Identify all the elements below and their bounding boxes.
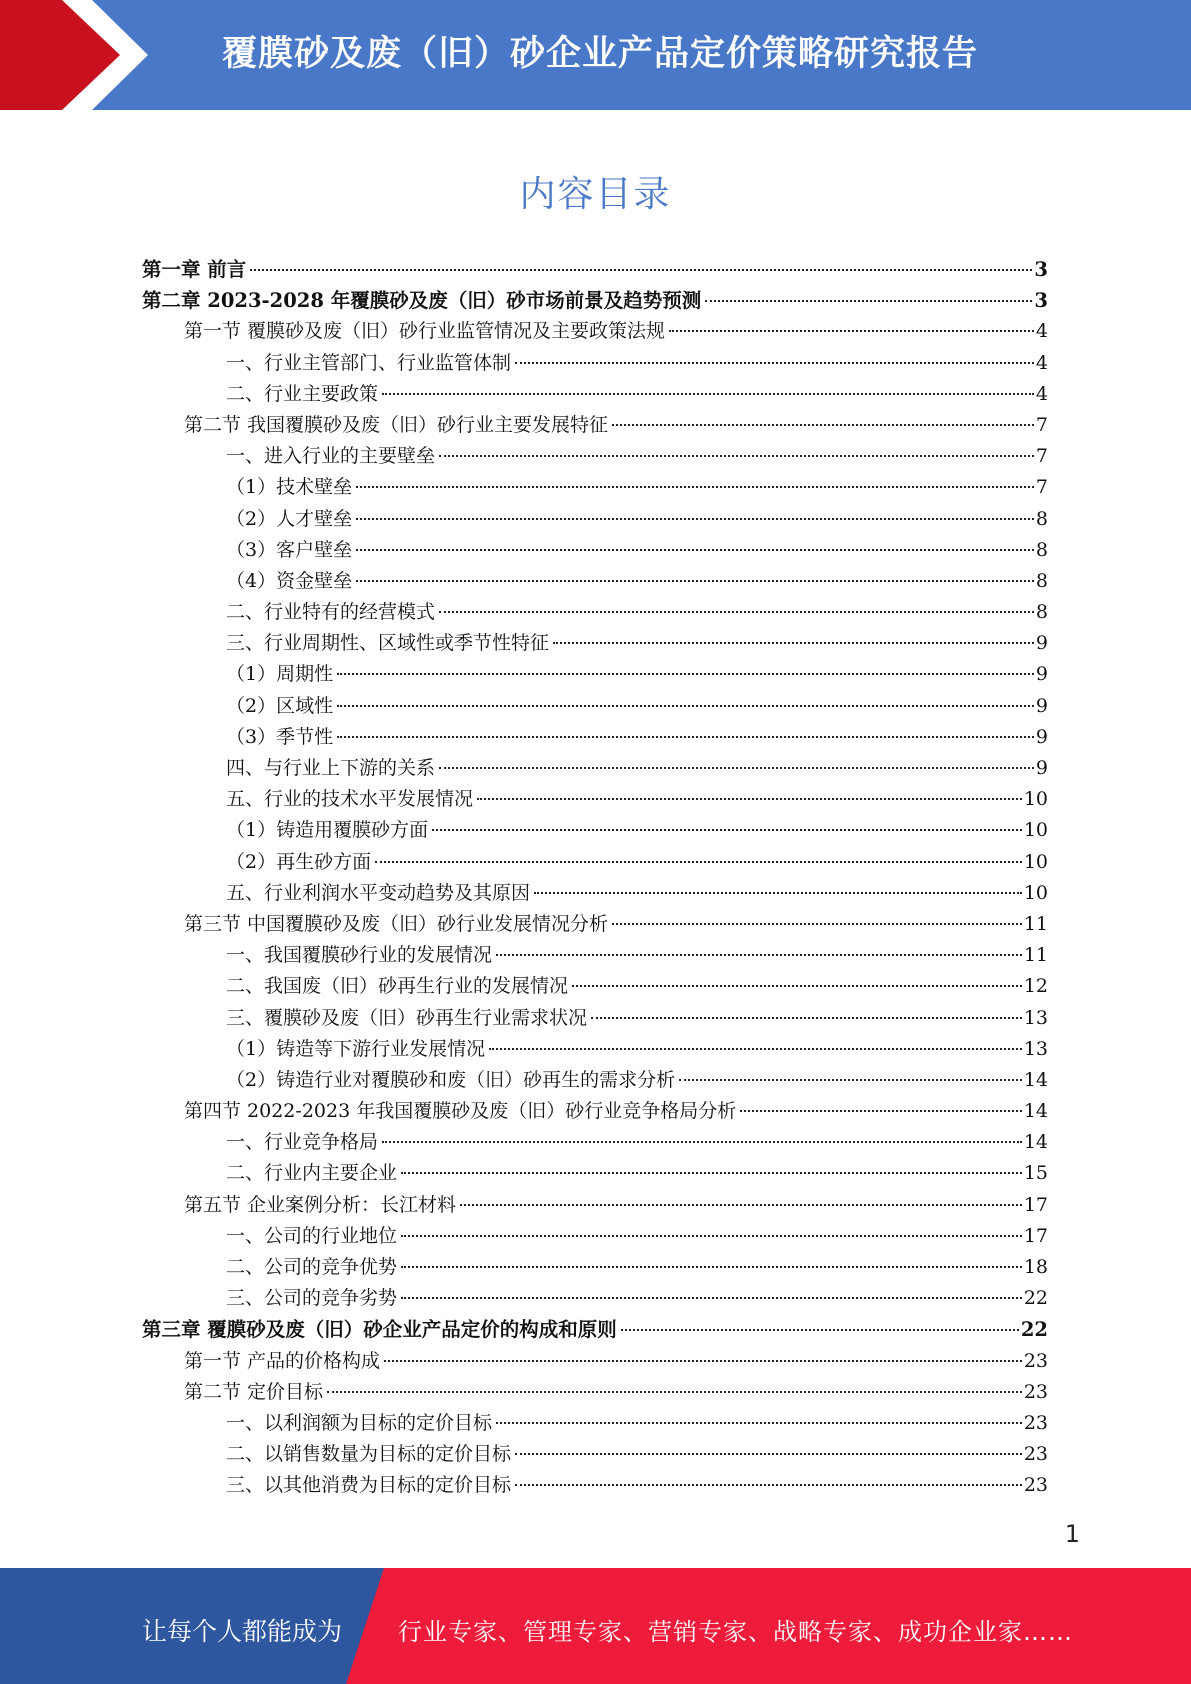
toc-entry-text: 一、公司的行业地位 (226, 1224, 398, 1247)
toc-entry-text: 第四节 2022-2023 年我国覆膜砂及废（旧）砂行业竞争格局分析 (184, 1100, 737, 1123)
toc-entry-page: 9 (1035, 663, 1048, 686)
toc-leader-dots (356, 518, 1034, 520)
toc-title: 内容目录 (519, 174, 672, 215)
toc-entry[interactable] (142, 1470, 1048, 1501)
toc-entry-text: （3）季节性 (226, 725, 334, 748)
toc-leader-dots (401, 1297, 1022, 1299)
toc-entry[interactable] (142, 472, 1048, 503)
toc-leader-dots (591, 1017, 1022, 1019)
toc-leader-dots (375, 861, 1022, 863)
toc-entry-text: 第二节 定价目标 (184, 1380, 324, 1403)
toc-entry[interactable] (142, 316, 1048, 347)
toc-entry[interactable] (142, 379, 1048, 410)
toc-leader-dots (515, 1453, 1022, 1455)
toc-entry-page: 13 (1023, 1037, 1048, 1060)
toc-entry[interactable] (142, 1127, 1048, 1158)
toc-leader-dots (460, 1204, 1022, 1206)
toc-entry-page: 17 (1023, 1224, 1048, 1247)
toc-leader-dots (401, 1266, 1022, 1268)
toc-leader-dots (439, 455, 1034, 457)
toc-entry[interactable] (142, 784, 1048, 815)
toc-entry-page: 13 (1023, 1006, 1048, 1029)
toc-entry-page: 18 (1023, 1256, 1048, 1278)
toc-entry-text: （4）资金壁垒 (226, 569, 353, 592)
toc-entry-text: （2）区域性 (226, 694, 334, 717)
toc-leader-dots (496, 954, 1022, 956)
toc-leader-dots (477, 798, 1022, 800)
toc-entry-page: 8 (1035, 507, 1048, 530)
toc-entry[interactable] (142, 1377, 1048, 1408)
toc-entry-text: 第一章 前言 (142, 258, 247, 281)
toc-entry[interactable] (142, 285, 1048, 316)
toc-leader-dots (612, 424, 1034, 426)
toc-leader-dots (515, 362, 1034, 364)
toc-entry-text: 四、与行业上下游的关系 (226, 757, 436, 779)
toc-leader-dots (572, 985, 1022, 987)
toc-leader-dots (621, 1329, 1019, 1331)
toc-entry[interactable] (142, 504, 1048, 535)
toc-entry[interactable] (142, 815, 1048, 846)
toc-leader-dots (382, 393, 1034, 395)
toc-leader-dots (489, 1048, 1022, 1050)
toc-entry-text: 第五节 企业案例分析：长江材料 (184, 1193, 457, 1216)
toc-entry-page: 10 (1023, 850, 1048, 873)
toc-entry[interactable] (142, 722, 1048, 753)
toc-entry-text: （1）铸造等下游行业发展情况 (226, 1037, 486, 1060)
toc-leader-dots (515, 1484, 1022, 1486)
toc-entry[interactable] (142, 1096, 1048, 1127)
toc-entry-text: 五、行业的技术水平发展情况 (226, 788, 474, 811)
toc-leader-dots (250, 269, 1032, 271)
toc-entry-page: 7 (1035, 413, 1048, 436)
toc-entry[interactable] (142, 1190, 1048, 1221)
toc-entry-text: 三、以其他消费为目标的定价目标 (226, 1474, 512, 1497)
toc-entry[interactable] (142, 971, 1048, 1002)
toc-leader-dots (439, 767, 1034, 769)
toc-entry[interactable] (142, 597, 1048, 628)
toc-entry[interactable] (142, 254, 1048, 285)
toc-entry[interactable] (142, 1065, 1048, 1096)
toc-entry-page: 7 (1035, 445, 1048, 468)
toc-leader-dots (705, 300, 1032, 302)
toc-leader-dots (356, 486, 1034, 488)
toc-entry-text: 第三节 中国覆膜砂及废（旧）砂行业发展情况分析 (184, 912, 609, 935)
toc-leader-dots (740, 1110, 1022, 1112)
toc-entry-page: 8 (1035, 569, 1048, 592)
toc-entry[interactable] (142, 1439, 1048, 1470)
toc-entry[interactable] (142, 1408, 1048, 1439)
toc-entry-page: 10 (1023, 788, 1048, 811)
toc-entry-page: 4 (1035, 320, 1048, 343)
toc-entry-page: 8 (1035, 601, 1048, 624)
toc-entry[interactable] (142, 1034, 1048, 1065)
toc-entry-text: 二、行业内主要企业 (226, 1162, 398, 1185)
toc-entry[interactable] (142, 940, 1048, 971)
toc-entry[interactable] (142, 535, 1048, 566)
toc-entry[interactable] (142, 909, 1048, 940)
toc-entry-page: 9 (1035, 694, 1048, 717)
header-banner (0, 0, 1191, 110)
toc-leader-dots (401, 1235, 1022, 1237)
toc-entry[interactable] (142, 878, 1048, 909)
toc-leader-dots (356, 549, 1034, 551)
toc-entry[interactable] (142, 1221, 1048, 1252)
toc-entry-page: 10 (1023, 881, 1048, 904)
toc-entry-page: 23 (1023, 1380, 1048, 1403)
toc-entry-page: 23 (1023, 1474, 1048, 1497)
toc-leader-dots (384, 1360, 1022, 1362)
toc-entry-page: 14 (1023, 1100, 1048, 1123)
header-title: 覆膜砂及废（旧）砂企业产品定价策略研究报告 (222, 34, 979, 74)
toc-entry-text: （1）铸造用覆膜砂方面 (226, 819, 429, 842)
toc-entry-text: （1）技术壁垒 (226, 476, 353, 499)
toc-entry-page: 12 (1023, 975, 1048, 998)
toc-entry-page: 7 (1035, 476, 1048, 499)
toc-entry-text: 一、进入行业的主要壁垒 (226, 445, 436, 468)
toc-leader-dots (679, 1079, 1022, 1081)
toc-entry-page: 4 (1035, 382, 1048, 405)
toc-entry-text: 一、行业竞争格局 (226, 1131, 379, 1154)
toc-entry-text: 二、我国废（旧）砂再生行业的发展情况 (226, 975, 569, 998)
toc-leader-dots (432, 829, 1022, 831)
toc-entry[interactable] (142, 659, 1048, 690)
toc-entry-page: 15 (1023, 1162, 1048, 1185)
toc-entry-text: 第二节 我国覆膜砂及废（旧）砂行业主要发展特征 (184, 413, 609, 436)
toc-entry-text: 第三章 覆膜砂及废（旧）砂企业产品定价的构成和原则 (142, 1318, 617, 1342)
toc-entry[interactable] (142, 348, 1048, 379)
toc-entry-page: 9 (1035, 632, 1048, 655)
toc-entry[interactable] (142, 1283, 1048, 1314)
toc-entry[interactable] (142, 566, 1048, 597)
toc-entry-text: 第一节 产品的价格构成 (184, 1349, 381, 1372)
toc-leader-dots (337, 736, 1034, 738)
toc-entry-page: 3 (1034, 258, 1048, 281)
toc-entry-page: 3 (1034, 289, 1048, 313)
page-number: 1 (1064, 1520, 1080, 1548)
toc-entry-page: 4 (1035, 351, 1048, 374)
toc-entry-text: （3）客户壁垒 (226, 538, 353, 561)
footer-slogan-right: 行业专家、管理专家、营销专家、战略专家、成功企业家…… (398, 1618, 1073, 1646)
toc-entry-text: 二、行业特有的经营模式 (226, 601, 436, 624)
toc-leader-dots (382, 1141, 1022, 1143)
toc-entry-text: 一、我国覆膜砂行业的发展情况 (226, 944, 493, 967)
toc-list (142, 254, 1048, 1502)
toc-entry-text: 一、行业主管部门、行业监管体制 (226, 351, 512, 374)
toc-entry-page: 8 (1035, 538, 1048, 561)
toc-entry-text: 第二章 2023-2028 年覆膜砂及废（旧）砂市场前景及趋势预测 (142, 289, 702, 313)
toc-leader-dots (553, 642, 1034, 644)
toc-entry-text: 二、行业主要政策 (226, 382, 379, 405)
toc-entry-page: 9 (1035, 725, 1048, 748)
toc-entry[interactable] (142, 410, 1048, 441)
toc-entry-page: 9 (1035, 757, 1048, 779)
toc-leader-dots (401, 1172, 1022, 1174)
toc-entry-page: 14 (1023, 1131, 1048, 1154)
toc-entry-page: 14 (1023, 1068, 1048, 1091)
toc-entry[interactable] (142, 1346, 1048, 1377)
toc-entry[interactable] (142, 1252, 1048, 1283)
toc-leader-dots (327, 1391, 1022, 1393)
toc-entry-text: 二、公司的竞争优势 (226, 1256, 398, 1278)
toc-leader-dots (337, 705, 1034, 707)
toc-entry[interactable] (142, 628, 1048, 659)
toc-entry-page: 22 (1020, 1318, 1048, 1342)
toc-entry-text: 一、以利润额为目标的定价目标 (226, 1411, 493, 1434)
toc-entry-text: 三、公司的竞争劣势 (226, 1287, 398, 1310)
toc-entry[interactable] (142, 1158, 1048, 1189)
toc-entry-page: 17 (1023, 1193, 1048, 1216)
footer-banner (0, 1568, 1191, 1684)
toc-entry-page: 23 (1023, 1411, 1048, 1434)
toc-entry-text: 二、以销售数量为目标的定价目标 (226, 1443, 512, 1466)
footer-slogan-left: 让每个人都能成为 (142, 1617, 343, 1646)
toc-entry-page: 23 (1023, 1349, 1048, 1372)
toc-entry-page: 22 (1023, 1287, 1048, 1310)
toc-entry-page: 23 (1023, 1443, 1048, 1466)
toc-entry-text: 五、行业利润水平变动趋势及其原因 (226, 881, 531, 904)
toc-entry-text: （2）铸造行业对覆膜砂和废（旧）砂再生的需求分析 (226, 1068, 676, 1091)
toc-leader-dots (337, 673, 1034, 675)
toc-leader-dots (356, 580, 1034, 582)
toc-leader-dots (669, 330, 1034, 332)
toc-entry-page: 11 (1023, 912, 1048, 935)
toc-entry-text: （1）周期性 (226, 663, 334, 686)
toc-entry-text: 第一节 覆膜砂及废（旧）砂行业监管情况及主要政策法规 (184, 320, 666, 343)
toc-leader-dots (612, 923, 1022, 925)
toc-entry-text: （2）人才壁垒 (226, 507, 353, 530)
toc-leader-dots (534, 892, 1022, 894)
toc-entry[interactable] (142, 753, 1048, 784)
toc-entry[interactable] (142, 441, 1048, 472)
toc-leader-dots (496, 1422, 1022, 1424)
toc-entry-page: 11 (1023, 944, 1048, 967)
toc-entry[interactable] (142, 1314, 1048, 1345)
toc-entry-page: 10 (1023, 819, 1048, 842)
toc-entry[interactable] (142, 691, 1048, 722)
toc-entry-text: （2）再生砂方面 (226, 850, 372, 873)
toc-entry-text: 三、行业周期性、区域性或季节性特征 (226, 632, 550, 655)
toc-entry[interactable] (142, 847, 1048, 878)
toc-entry-text: 三、覆膜砂及废（旧）砂再生行业需求状况 (226, 1006, 588, 1029)
toc-entry[interactable] (142, 1003, 1048, 1034)
toc-leader-dots (439, 611, 1034, 613)
